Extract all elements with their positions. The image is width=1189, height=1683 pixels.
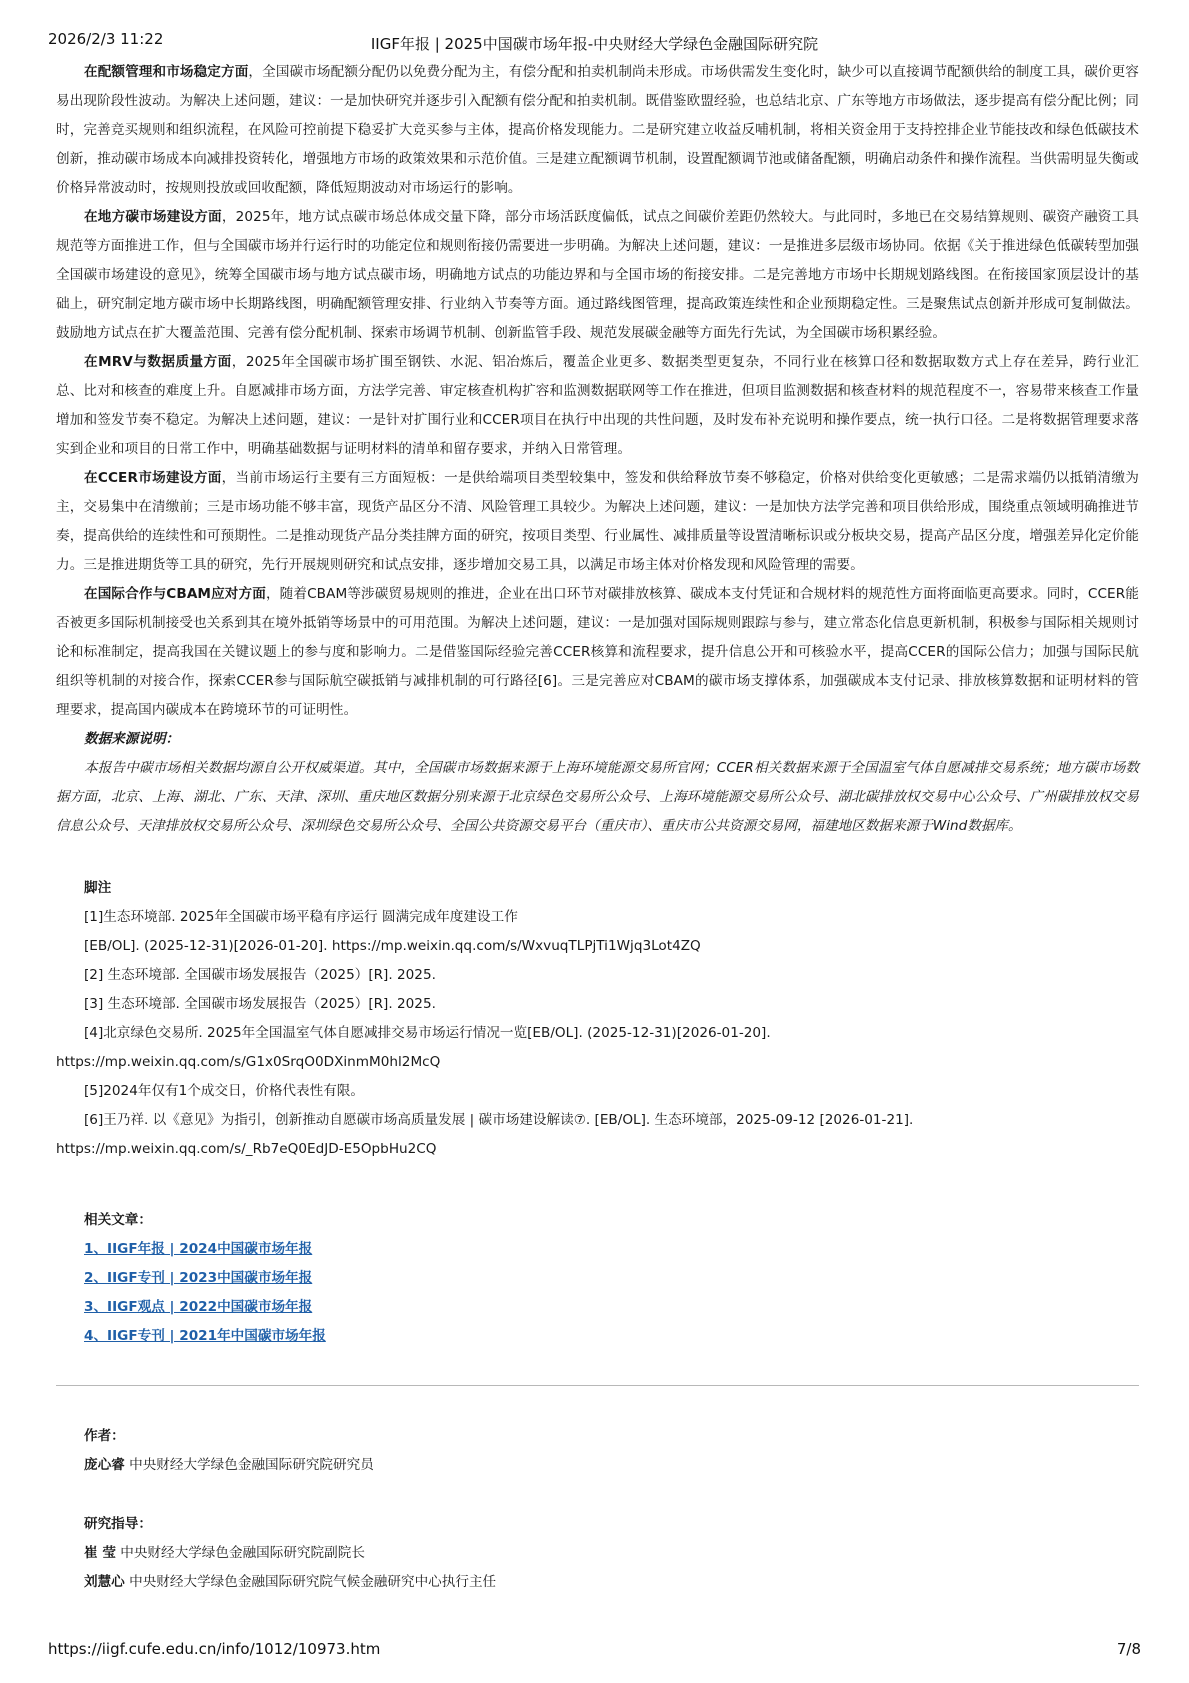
guidance-entry-1 (56, 1539, 1139, 1568)
data-source-title: 数据来源说明： (84, 731, 180, 747)
authors-title: 作者： (84, 1428, 125, 1444)
related-link-2024[interactable]: 1、IIGF年报 | 2024中国碳市场年报 (84, 1241, 313, 1257)
paragraph-lead: 在国际合作与CBAM应对方面 (84, 586, 266, 602)
guidance-entry-2 (56, 1568, 1139, 1597)
related-title: 相关文章： (84, 1212, 152, 1228)
footnote-4-url: https://mp.weixin.qq.com/s/G1x0SrqO0DXinmM0hl2McQ (56, 1054, 441, 1070)
guidance-title: 研究指导： (84, 1516, 152, 1532)
authors-section (56, 1422, 1139, 1480)
footnote-5: [5]2024年仅有1个成交日，价格代表性有限。 (84, 1083, 364, 1099)
paragraph-lead: 在CCER市场建设方面 (84, 470, 222, 486)
footnote-6: [6]王乃祥. 以《意见》为指引，创新推动自愿碳市场高质量发展 | 碳市场建设解读⑦. [EB/OL]. 生态环境部，2025-09-12 [2026-01-21]. (84, 1112, 914, 1128)
related-link-2022[interactable]: 3、IIGF观点 | 2022中国碳市场年报 (84, 1299, 313, 1315)
data-source-body: 本报告中碳市场相关数据均源自公开权威渠道。其中，全国碳市场数据来源于上海环境能源交易所官网；CCER相关数据来源于全国温室气体自愿减排交易系统；地方碳市场数据方面，北京、上海、湖北、广东、天津、深圳、重庆地区数据分别来源于北京绿色交易所公众号、上海环境能源交易所公众号、湖北碳排放权交易中心公众号、广州碳排放权交易信息公众号、天津排放权交易所公众号、深圳绿色交易所公众号、全国公共资源交易平台（重庆市）、重庆市公共资源交易网，福建地区数据来源于Wind数据库。 (56, 760, 1139, 834)
paragraph-local-market (56, 203, 1139, 348)
footnote-3: [3] 生态环境部. 全国碳市场发展报告（2025）[R]. 2025. (84, 996, 436, 1012)
paragraph-text: ，2025年，地方试点碳市场总体成交量下降，部分市场活跃度偏低，试点之间碳价差距仍然较大。与此同时，多地已在交易结算规则、碳资产融资工具规范等方面推进工作，但与全国碳市场并行运行时的功能定位和规则衔接仍需要进一步明确。为解决上述问题，建议：一是推进多层级市场协同。依据《关于推进绿色低碳转型加强全国碳市场建设的意见》，统筹全国碳市场与地方试点碳市场，明确地方试点的功能边界和与全国市场的衔接安排。二是完善地方市场中长期规划路线图。在衔接国家顶层设计的基础上，研究制定地方碳市场中长期路线图，明确配额管理安排、行业纳入节奏等方面。通过路线图管理，提高政策连续性和企业预期稳定性。三是聚焦试点创新并形成可复制做法。鼓励地方试点在扩大覆盖范围、完善有偿分配机制、探索市场调节机制、创新监管手段、规范发展碳金融等方面先行先试，为全国碳市场积累经验。 (56, 209, 1140, 341)
guidance-role: 中央财经大学绿色金融国际研究院气候金融研究中心执行主任 (124, 1574, 497, 1590)
page-url: https://iigf.cufe.edu.cn/info/1012/10973.htm (48, 1640, 381, 1658)
paragraph-text: ，当前市场运行主要有三方面短板：一是供给端项目类型较集中，签发和供给释放节奏不够稳定，价格对供给变化更敏感；二是需求端仍以抵销清缴为主，交易集中在清缴前；三是市场功能不够丰富，现货产品区分不清、风险管理工具较少。为解决上述问题，建议：一是加快方法学完善和项目供给形成，围绕重点领域明确推进节奏，提高供给的连续性和可预期性。二是推动现货产品分类挂牌方面的研究，按项目类型、行业属性、减排质量等设置清晰标识或分板块交易，提高产品区分度，增强差异化定价能力。三是推进期货等工具的研究，先行开展规则研究和试点安排，逐步增加交易工具，以满足市场主体对价格发现和风险管理的需要。 (56, 470, 1139, 573)
footnotes (56, 874, 1139, 1164)
paragraph-text: ，2025年全国碳市场扩围至钢铁、水泥、铝冶炼后，覆盖企业更多、数据类型更复杂，不同行业在核算口径和数据取数方式上存在差异，跨行业汇总、比对和核查的难度上升。自愿减排市场方面，方法学完善、审定核查机构扩容和监测数据联网等工作在推进，但项目监测数据和核查材料的规范程度不一，容易带来核查工作量增加和签发节奏不稳定。为解决上述问题，建议：一是针对扩围行业和CCER项目在执行中出现的共性问题，及时发布补充说明和操作要点，统一执行口径。二是将数据管理要求落实到企业和项目的日常工作中，明确基础数据与证明材料的清单和留存要求，并纳入日常管理。 (56, 354, 1139, 457)
author-role: 中央财经大学绿色金融国际研究院研究员 (124, 1457, 374, 1473)
paragraph-lead: 在MRV与数据质量方面 (84, 354, 232, 370)
paragraph-lead: 在配额管理和市场稳定方面 (84, 64, 249, 80)
guidance-name: 刘慧心 (84, 1574, 125, 1590)
author-entry (56, 1451, 1139, 1480)
footnotes-title: 脚注 (84, 880, 112, 896)
print-footer (48, 1640, 1141, 1662)
related-link-2021[interactable]: 4、IIGF专刊 | 2021年中国碳市场年报 (84, 1328, 326, 1344)
guidance-name: 崔 莹 (84, 1545, 116, 1561)
document-title: IIGF年报 | 2025中国碳市场年报-中央财经大学绿色金融国际研究院 (370, 35, 819, 53)
paragraph-cbam (56, 580, 1139, 725)
print-datetime: 2026/2/3 11:22 (48, 30, 164, 48)
guidance-role: 中央财经大学绿色金融国际研究院副院长 (115, 1545, 365, 1561)
print-header (48, 30, 1141, 52)
paragraph-mrv (56, 348, 1139, 464)
guidance-section (56, 1510, 1139, 1597)
footnote-4: [4]北京绿色交易所. 2025年全国温室气体自愿减排交易市场运行情况一览[EB/OL]. (2025-12-31)[2026-01-20]. (84, 1025, 771, 1041)
paragraph-ccer (56, 464, 1139, 580)
author-name: 庞心睿 (84, 1457, 125, 1473)
footnote-6-url: https://mp.weixin.qq.com/s/_Rb7eQ0EdJD-E5OpbHu2CQ (56, 1141, 437, 1157)
footnote-1: [1]生态环境部. 2025年全国碳市场平稳有序运行 圆满完成年度建设工作 (84, 909, 518, 925)
related-link-2023[interactable]: 2、IIGF专刊 | 2023中国碳市场年报 (84, 1270, 313, 1286)
page-number: 7/8 (1116, 1640, 1141, 1658)
paragraph-text: ，全国碳市场配额分配仍以免费分配为主，有偿分配和拍卖机制尚未形成。市场供需发生变化时，缺少可以直接调节配额供给的制度工具，碳价更容易出现阶段性波动。为解决上述问题，建议：一是加快研究并逐步引入配额有偿分配和拍卖机制。既借鉴欧盟经验，也总结北京、广东等地方市场做法，逐步提高有偿分配比例；同时，完善竞买规则和组织流程，在风险可控前提下稳妥扩大竞买参与主体，提高价格发现能力。二是研究建立收益反哺机制，将相关资金用于支持控排企业节能技改和绿色低碳技术创新，推动碳市场成本向减排投资转化，增强地方市场的政策效果和示范价值。三是建立配额调节机制，设置配额调节池或储备配额，明确启动条件和操作流程。当供需明显失衡或价格异常波动时，按规则投放或回收配额，降低短期波动对市场运行的影响。 (56, 64, 1139, 196)
footnote-1-url: [EB/OL]. (2025-12-31)[2026-01-20]. https://mp.weixin.qq.com/s/WxvuqTLPjTi1Wjq3Lot4ZQ (84, 938, 701, 954)
section-divider (56, 1385, 1139, 1386)
related-articles (56, 1206, 1139, 1351)
article-body (56, 58, 1139, 1597)
paragraph-quota-management (56, 58, 1139, 203)
footnote-2: [2] 生态环境部. 全国碳市场发展报告（2025）[R]. 2025. (84, 967, 436, 983)
paragraph-lead: 在地方碳市场建设方面 (84, 209, 222, 225)
paragraph-text: ，随着CBAM等涉碳贸易规则的推进，企业在出口环节对碳排放核算、碳成本支付凭证和合规材料的规范性方面将面临更高要求。同时，CCER能否被更多国际机制接受也关系到其在境外抵销等场景中的可用范围。为解决上述问题，建议：一是加强对国际规则跟踪与参与，建立常态化信息更新机制，积极参与国际相关规则讨论和标准制定，提高我国在关键议题上的参与度和影响力。二是借鉴国际经验完善CCER核算和流程要求，提升信息公开和可核验水平，提高CCER的国际公信力；加强与国际民航组织等机制的对接合作，探索CCER参与国际航空碳抵销与减排机制的可行路径[6]。三是完善应对CBAM的碳市场支撑体系，加强碳成本支付记录、排放核算数据和证明材料的管理要求，提高国内碳成本在跨境环节的可证明性。 (56, 586, 1139, 718)
